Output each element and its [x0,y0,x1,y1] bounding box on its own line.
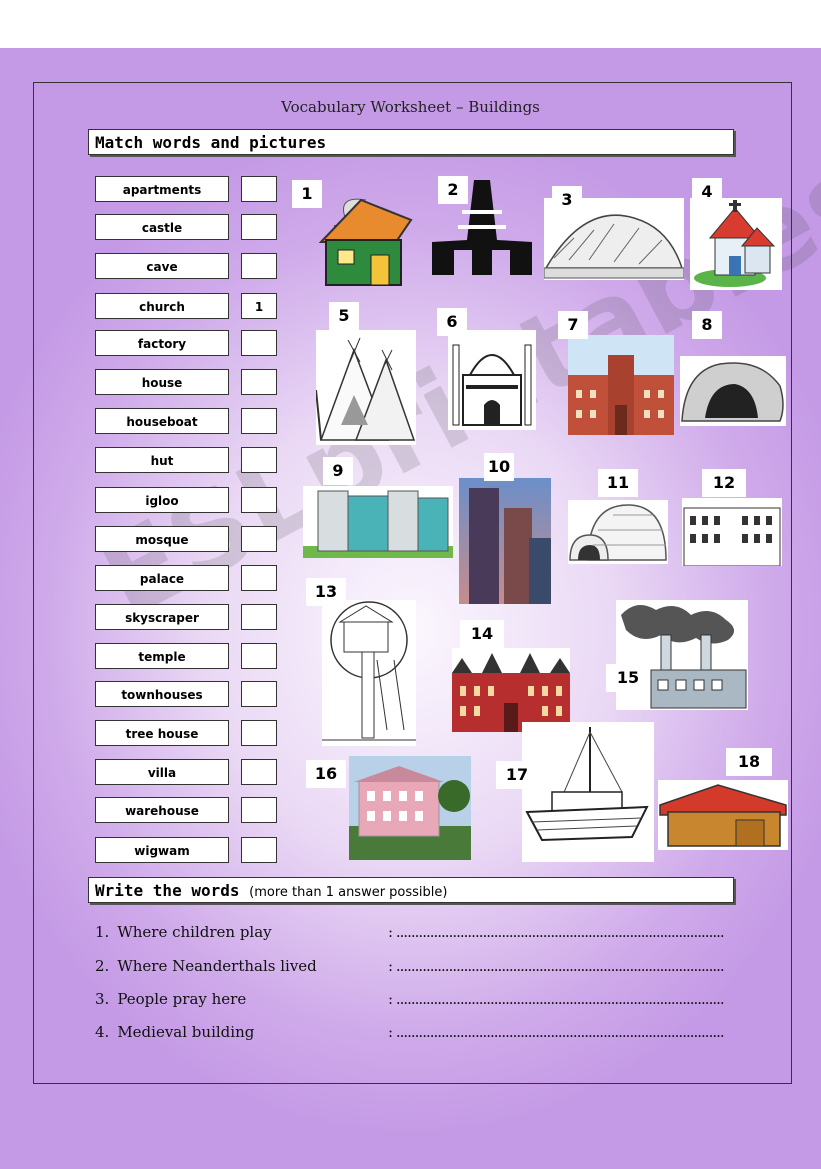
question-text: Where children play [117,923,272,941]
word-label: warehouse [95,797,229,823]
picture-number: 3 [552,186,582,214]
word-label: tree house [95,720,229,746]
question-line [95,957,317,975]
answer-box[interactable] [241,487,277,513]
word-label: palace [95,565,229,591]
answer-box[interactable] [241,253,277,279]
picture-number: 2 [438,176,468,204]
word-label: igloo [95,487,229,513]
picture-number: 12 [702,469,746,497]
word-label: townhouses [95,681,229,707]
page-title: Vocabulary Worksheet – Buildings [281,98,540,116]
tree-house-icon [322,600,416,750]
question-number: 3. [95,990,110,1008]
picture-number: 5 [329,302,359,330]
word-label: house [95,369,229,395]
word-label: skyscraper [95,604,229,630]
picture-number: 16 [306,760,346,788]
answer-box[interactable] [241,176,277,202]
word-label: mosque [95,526,229,552]
answer-box[interactable] [241,565,277,591]
word-label: villa [95,759,229,785]
picture-number: 6 [437,308,467,336]
answer-box[interactable] [241,408,277,434]
answer-box[interactable] [241,797,277,823]
answer-box[interactable] [241,643,277,669]
answer-box[interactable] [241,526,277,552]
word-label: cave [95,253,229,279]
question-text: Medieval building [117,1023,255,1041]
question-text: People pray here [117,990,247,1008]
skyscraper-icon [459,478,551,608]
picture-number: 11 [598,469,638,497]
picture-number: 10 [484,453,514,481]
answer-blank[interactable]: : ....................................................................................... [388,923,724,941]
factory-icon [616,600,748,714]
question-text: Where Neanderthals lived [117,957,317,975]
answer-box[interactable] [241,837,277,863]
answer-box[interactable] [241,447,277,473]
answer-blank[interactable]: : ....................................................................................... [388,957,724,975]
section-write-label: Write the words [95,881,240,900]
section-match-label: Match words and pictures [95,133,327,152]
question-line [95,1023,254,1041]
picture-number: 14 [460,620,504,648]
question-number: 2. [95,957,110,975]
question-number: 4. [95,1023,110,1041]
picture-number: 1 [292,180,322,208]
warehouse-icon [658,780,788,854]
answer-box[interactable] [241,330,277,356]
picture-number: 17 [496,761,538,789]
townhouses-icon [682,498,782,570]
word-label: apartments [95,176,229,202]
igloo-icon [568,500,668,568]
section-write-note: (more than 1 answer possible) [249,885,448,900]
church-icon [690,198,782,294]
section-match-heading [88,129,734,155]
answer-box[interactable] [241,720,277,746]
cave-icon [680,356,786,430]
answer-box[interactable] [241,369,277,395]
answer-box[interactable] [241,604,277,630]
picture-number: 13 [306,578,346,606]
word-label: temple [95,643,229,669]
answer-blank[interactable]: : ....................................................................................... [388,1023,724,1041]
houseboat-icon [522,722,654,866]
picture-number: 4 [692,178,722,206]
answer-blank[interactable]: : ....................................................................................... [388,990,724,1008]
picture-number: 15 [606,664,650,692]
question-line [95,990,246,1008]
answer-box[interactable] [241,214,277,240]
answer-box[interactable] [241,681,277,707]
villa-icon [349,756,471,864]
picture-number: 8 [692,311,722,339]
answer-box[interactable] [241,759,277,785]
wigwam-icon [316,330,416,449]
word-label: factory [95,330,229,356]
word-label: houseboat [95,408,229,434]
apartments-icon [303,486,453,562]
word-label: wigwam [95,837,229,863]
palace-icon [568,335,674,439]
picture-number: 18 [726,748,772,776]
word-label: hut [95,447,229,473]
picture-number: 9 [323,457,353,485]
section-write-heading [88,877,734,903]
mosque-icon [448,330,536,434]
answer-box[interactable]: 1 [241,293,277,319]
house-icon [316,180,416,292]
question-number: 1. [95,923,110,941]
question-line [95,923,272,941]
picture-number: 7 [558,311,588,339]
word-label: castle [95,214,229,240]
word-label: church [95,293,229,319]
